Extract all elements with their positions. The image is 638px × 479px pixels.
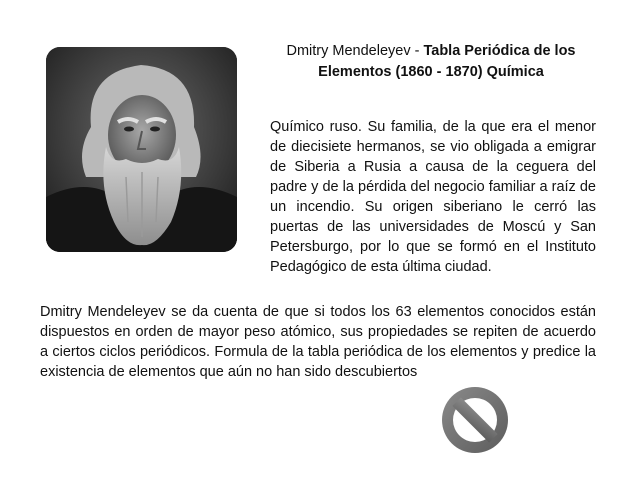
prohibited-icon [438,383,512,457]
title-name: Dmitry Mendeleyev [286,43,415,59]
title-topic: Tabla Periódica de los Elementos (1860 - 1870) Química [318,43,576,80]
summary-text: Dmitry Mendeleyev se da cuenta de que si todos los 63 elementos conocidos están dispuestos en orden de mayor peso atómico, sus propiedades se repiten de acuerdo a ciertos ciclos periódicos. Formula de la tabla periódica de los elementos y predice la existencia de elementos que aún no han sido descubiertos [40,304,596,380]
portrait-photo [46,47,237,252]
slide-title [262,41,600,83]
biography-text: Químico ruso. Su familia, de la que era el menor de diecisiete hermanos, se vio obligada a emigrar de Siberia a Rusia a causa de la ceguera del padre y de la pérdida del negocio familiar a raíz de un incendio. Su origen siberiano le cerró las puertas de las universidades de Moscú y San Petersburgo, por lo que se formó en el Instituto Pedagógico de esta última ciudad. [270,119,596,275]
title-separator: - [414,43,424,59]
